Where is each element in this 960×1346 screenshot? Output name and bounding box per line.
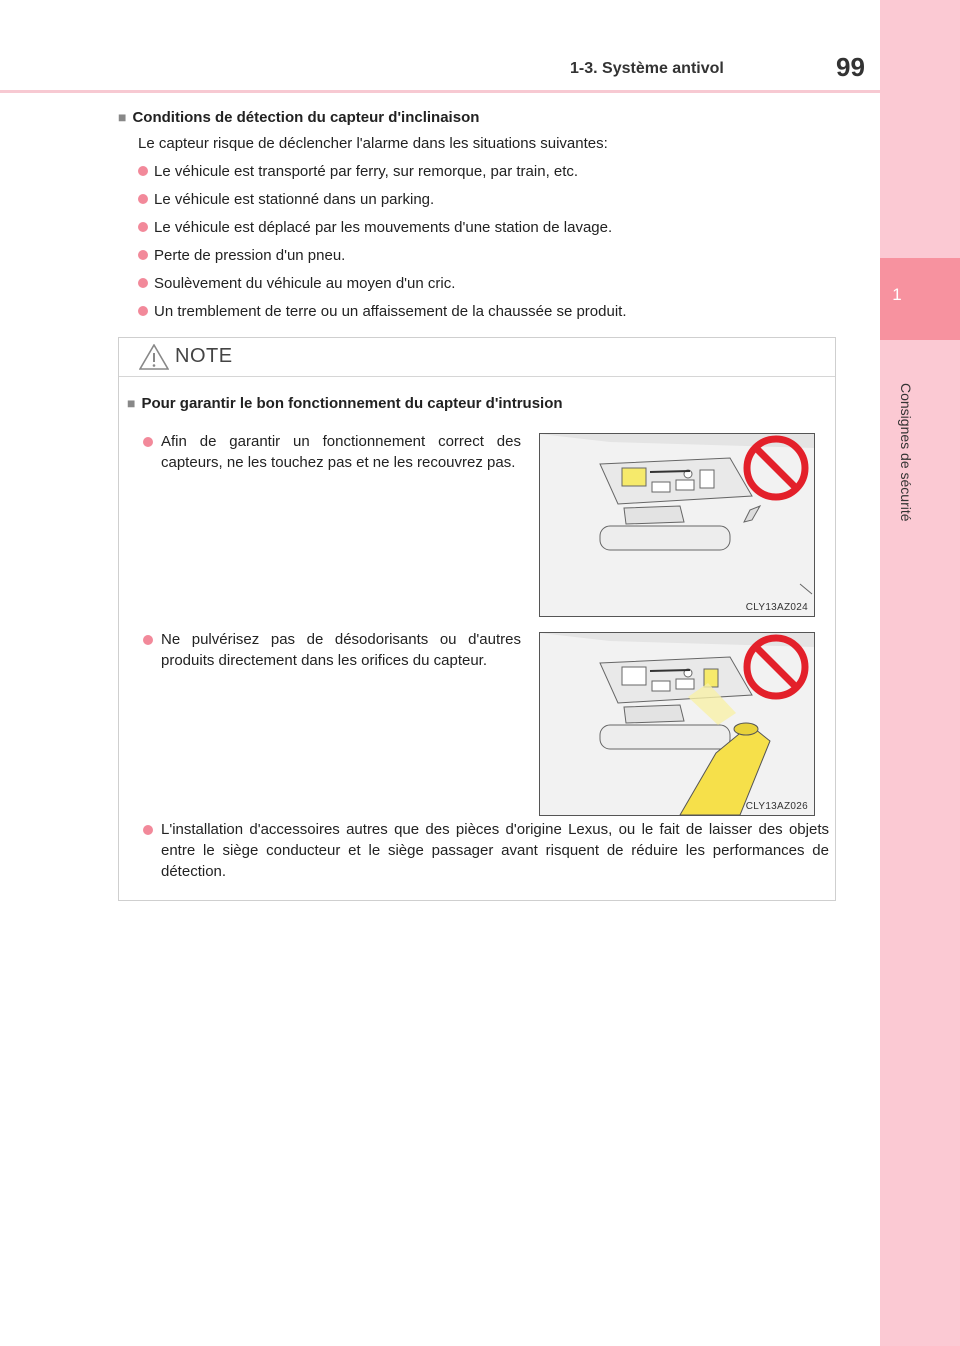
spray-illustration xyxy=(540,633,814,815)
note-box xyxy=(118,337,836,901)
bullet-icon xyxy=(138,166,148,176)
intro-text: Le capteur risque de déclencher l'alarme dans les situations suivantes: xyxy=(138,135,608,152)
page-number: 99 xyxy=(836,52,865,82)
note-label: NOTE xyxy=(175,345,233,367)
list-item: Le véhicule est stationné dans un parking. xyxy=(138,186,834,214)
warning-icon xyxy=(139,344,169,370)
chapter-number: 1 xyxy=(892,285,902,304)
bullet-icon xyxy=(138,278,148,288)
bullet-icon xyxy=(138,250,148,260)
bullet-icon xyxy=(143,825,153,835)
list-item: Perte de pression d'un pneu. xyxy=(138,242,834,270)
note-item: Ne pulvérisez pas de désodorisants ou d'autres produits directement dans les orifices du capteur. xyxy=(161,629,521,671)
tilt-sensor-section xyxy=(118,104,834,326)
list-item: Un tremblement de terre ou un affaissement de la chaussée se produit. xyxy=(138,298,834,326)
list-item: Soulèvement du véhicule au moyen d'un cric. xyxy=(138,270,834,298)
illustration-do-not-cover xyxy=(539,433,815,617)
note-subtitle: ■ Pour garantir le bon fonctionnement du capteur d'intrusion xyxy=(127,395,563,412)
sensor-illustration xyxy=(540,434,814,616)
header-rule xyxy=(0,90,880,93)
chapter-title: Consignes de sécurité xyxy=(898,382,914,522)
bullet-icon xyxy=(138,194,148,204)
illustration-do-not-spray xyxy=(539,632,815,816)
image-code: CLY13AZ024 xyxy=(745,602,808,613)
note-item: Afin de garantir un fonctionnement correct des capteurs, ne les touchez pas et ne les recouvrez pas. xyxy=(161,431,521,473)
image-code: CLY13AZ026 xyxy=(745,801,808,812)
section-title: 1-3. Système antivol xyxy=(570,60,724,77)
bullet-icon xyxy=(143,635,153,645)
chapter-tab xyxy=(880,0,960,1346)
bullet-icon xyxy=(143,437,153,447)
note-item: L'installation d'accessoires autres que des pièces d'origine Lexus, ou le fait de laisser des objets entre le siège conducteur et le siège passager avant risquent de réduire les performances de détection. xyxy=(161,819,829,882)
bullet-icon xyxy=(138,306,148,316)
section-heading: ■ Conditions de détection du capteur d'inclinaison xyxy=(118,109,480,126)
list-item: Le véhicule est déplacé par les mouvements d'une station de lavage. xyxy=(138,214,834,242)
square-bullet-icon: ■ xyxy=(118,109,127,125)
note-header xyxy=(119,338,835,377)
list-item: Le véhicule est transporté par ferry, sur remorque, par train, etc. xyxy=(138,158,834,186)
bullet-icon xyxy=(138,222,148,232)
square-bullet-icon: ■ xyxy=(127,395,136,411)
